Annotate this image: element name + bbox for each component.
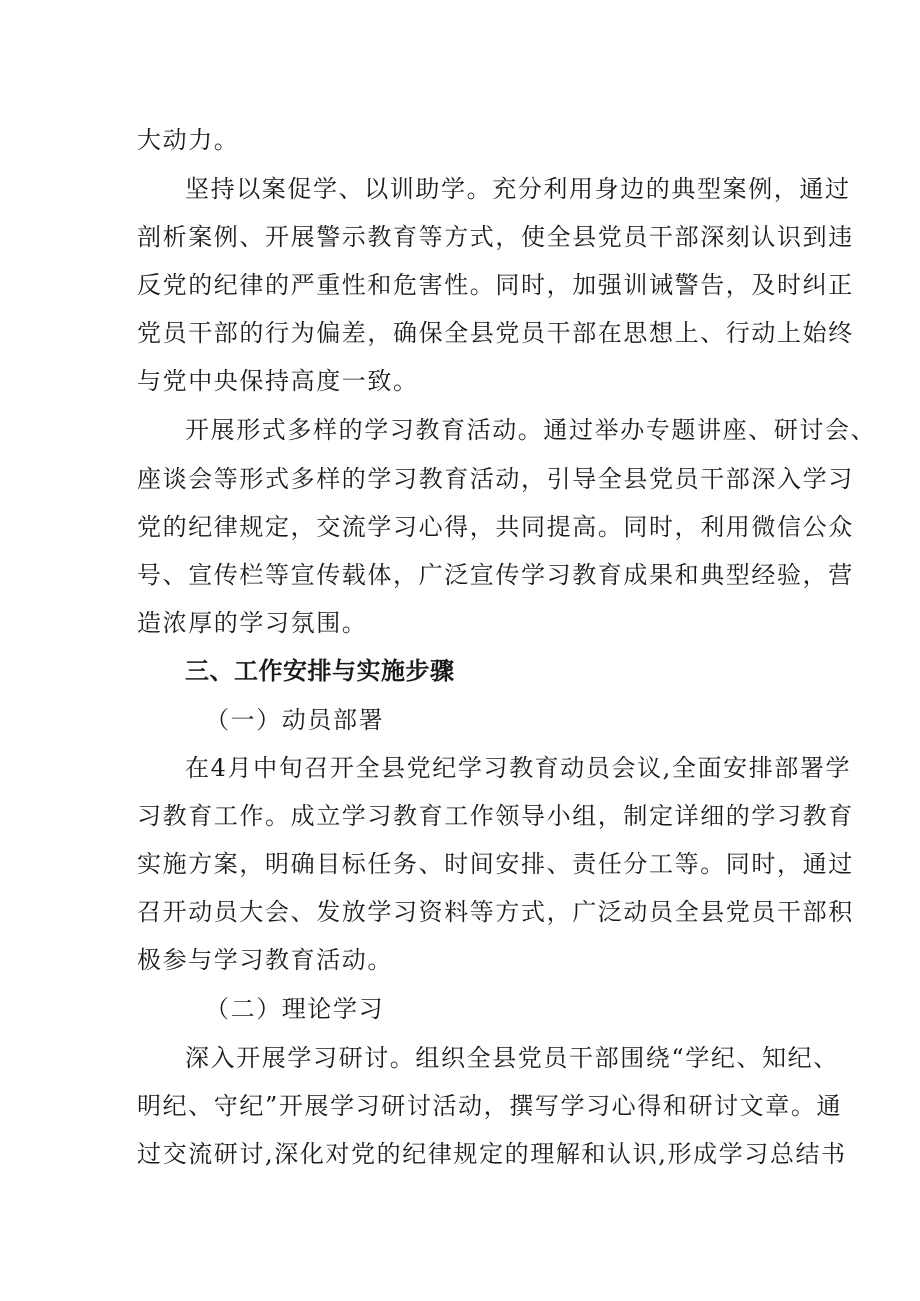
paragraph-line: 坚持以案促学、以训助学。充分利用身边的典型案例，通过 [185,175,851,203]
subsection-heading: （一）动员部署 [205,706,385,734]
paragraph-line: 习教育工作。成立学习教育工作领导小组，制定详细的学习教育 [137,802,854,830]
paragraph-line: 号、宣传栏等宣传载体，广泛宣传学习教育成果和典型经验，营 [137,561,854,589]
paragraph-line: 党的纪律规定，交流学习心得，共同提高。同时，利用微信公众 [137,513,854,541]
paragraph-line: 反党的纪律的严重性和危害性。同时，加强训诫警告，及时纠正 [137,271,854,299]
section-heading: 三、工作安排与实施步骤 [185,657,455,685]
paragraph-line: 明纪、守纪”开展学习研讨活动，撰写学习心得和研讨文章。通 [137,1092,843,1120]
paragraph-line: 实施方案，明确目标任务、时间安排、责任分工等。同时，通过 [137,850,854,878]
paragraph-line: 极参与学习教育活动。 [137,946,393,974]
paragraph-line: 座谈会等形式多样的学习教育活动，引导全县党员干部深入学习 [137,465,854,493]
paragraph-line: 开展形式多样的学习教育活动。通过举办专题讲座、研讨会、 [185,416,877,444]
subsection-heading: （二）理论学习 [205,995,385,1023]
paragraph-line: 在4月中旬召开全县党纪学习教育动员会议,全面安排部署学 [185,754,852,782]
paragraph-line: 党员干部的行为偏差，确保全县党员干部在思想上、行动上始终 [137,319,854,347]
paragraph-line: 召开动员大会、发放学习资料等方式，广泛动员全县党员干部积 [137,898,854,926]
paragraph-line: 造浓厚的学习氛围。 [137,609,368,637]
paragraph-line: 深入开展学习研讨。组织全县党员干部围绕“学纪、知纪、 [185,1044,839,1072]
paragraph-line: 剖析案例、开展警示教育等方式，使全县党员干部深刻认识到违 [137,223,854,251]
paragraph-line: 与党中央保持高度一致。 [137,367,419,395]
paragraph-line: 大动力。 [137,126,240,154]
paragraph-line: 过交流研讨,深化对党的纪律规定的理解和认识,形成学习总结书 [137,1140,847,1168]
